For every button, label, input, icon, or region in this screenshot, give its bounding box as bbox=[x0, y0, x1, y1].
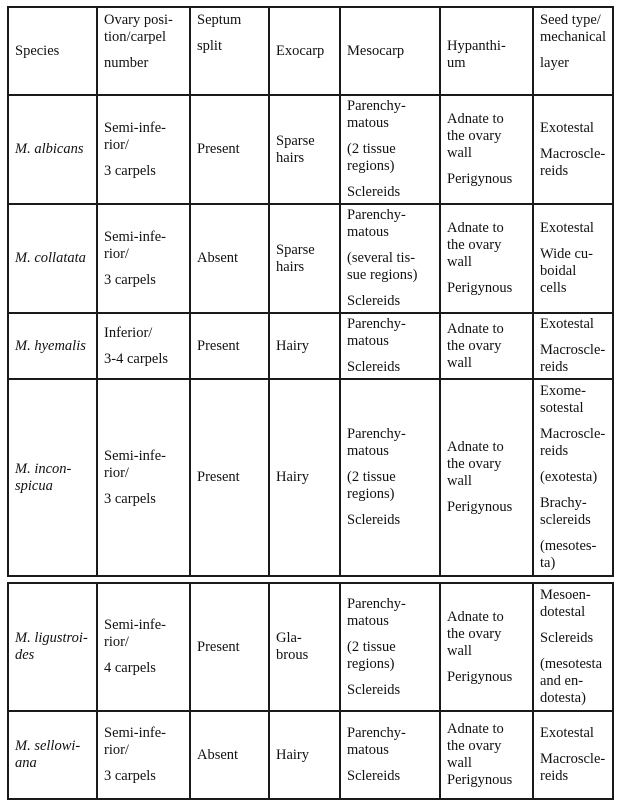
ovary-cell: Inferior/ 3-4 carpels bbox=[97, 313, 190, 379]
header-exocarp: Exocarp bbox=[269, 7, 340, 95]
mesocarp-cell: Parenchy- matous Sclereids bbox=[340, 711, 440, 799]
septum-cell: Present bbox=[190, 583, 269, 711]
table-row bbox=[8, 583, 613, 711]
ovary-cell: Semi-infe- rior/ 3 carpels bbox=[97, 204, 190, 313]
species-cell: M. ligustroi- des bbox=[8, 583, 97, 711]
ovary-cell: Semi-infe- rior/ 3 carpels bbox=[97, 711, 190, 799]
ovary-cell: Semi-infe- rior/ 3 carpels bbox=[97, 379, 190, 576]
table-row bbox=[8, 95, 613, 204]
mesocarp-cell: Parenchy- matous Sclereids bbox=[340, 313, 440, 379]
mesocarp-cell: Parenchy- matous (2 tissue regions) Sclereids bbox=[340, 379, 440, 576]
species-cell: M. collatata bbox=[8, 204, 97, 313]
ovary-cell: Semi-infe- rior/ 3 carpels bbox=[97, 95, 190, 204]
hypanthium-cell: Adnate to the ovary wall Perigynous bbox=[440, 583, 533, 711]
mesocarp-cell: Parenchy- matous (several tis- sue regions) Sclereids bbox=[340, 204, 440, 313]
seed-cell: Exotestal Macroscle- reids bbox=[533, 711, 613, 799]
table-row bbox=[8, 711, 613, 799]
species-cell: M. albicans bbox=[8, 95, 97, 204]
table-row bbox=[8, 204, 613, 313]
species-cell: M. sellowi- ana bbox=[8, 711, 97, 799]
traits-table-part-1 bbox=[7, 6, 614, 577]
species-cell: M. hyemalis bbox=[8, 313, 97, 379]
exocarp-cell: Hairy bbox=[269, 711, 340, 799]
hypanthium-cell: Adnate to the ovary wall Perigynous bbox=[440, 379, 533, 576]
traits-table-part-2 bbox=[7, 582, 614, 800]
exocarp-cell: Sparse hairs bbox=[269, 204, 340, 313]
septum-cell: Present bbox=[190, 313, 269, 379]
header-row bbox=[8, 7, 613, 95]
exocarp-cell: Hairy bbox=[269, 379, 340, 576]
septum-cell: Present bbox=[190, 379, 269, 576]
seed-cell: Exotestal Macroscle- reids bbox=[533, 313, 613, 379]
seed-cell: Exome- sotestal Macroscle- reids (exotesta) Brachy- sclereids (mesotes- ta) bbox=[533, 379, 613, 576]
header-septum: Septum split bbox=[190, 7, 269, 95]
septum-cell: Absent bbox=[190, 711, 269, 799]
header-ovary: Ovary posi- tion/carpel number bbox=[97, 7, 190, 95]
seed-cell: Mesoen- dotestal Sclereids (mesotesta and en- dotesta) bbox=[533, 583, 613, 711]
exocarp-cell: Hairy bbox=[269, 313, 340, 379]
mesocarp-cell: Parenchy- matous (2 tissue regions) Sclereids bbox=[340, 95, 440, 204]
header-seed: Seed type/ mechanical layer bbox=[533, 7, 613, 95]
septum-cell: Present bbox=[190, 95, 269, 204]
ovary-cell: Semi-infe- rior/ 4 carpels bbox=[97, 583, 190, 711]
seed-cell: Exotestal Wide cu- boidal cells bbox=[533, 204, 613, 313]
exocarp-cell: Gla- brous bbox=[269, 583, 340, 711]
septum-cell: Absent bbox=[190, 204, 269, 313]
exocarp-cell: Sparse hairs bbox=[269, 95, 340, 204]
seed-cell: Exotestal Macroscle- reids bbox=[533, 95, 613, 204]
table-row bbox=[8, 379, 613, 576]
hypanthium-cell: Adnate to the ovary wall bbox=[440, 313, 533, 379]
header-hypanthium: Hypanthi- um bbox=[440, 7, 533, 95]
header-mesocarp: Mesocarp bbox=[340, 7, 440, 95]
table-row bbox=[8, 313, 613, 379]
hypanthium-cell: Adnate to the ovary wall Perigynous bbox=[440, 711, 533, 799]
header-species: Species bbox=[8, 7, 97, 95]
hypanthium-cell: Adnate to the ovary wall Perigynous bbox=[440, 95, 533, 204]
hypanthium-cell: Adnate to the ovary wall Perigynous bbox=[440, 204, 533, 313]
mesocarp-cell: Parenchy- matous (2 tissue regions) Sclereids bbox=[340, 583, 440, 711]
species-cell: M. incon- spicua bbox=[8, 379, 97, 576]
